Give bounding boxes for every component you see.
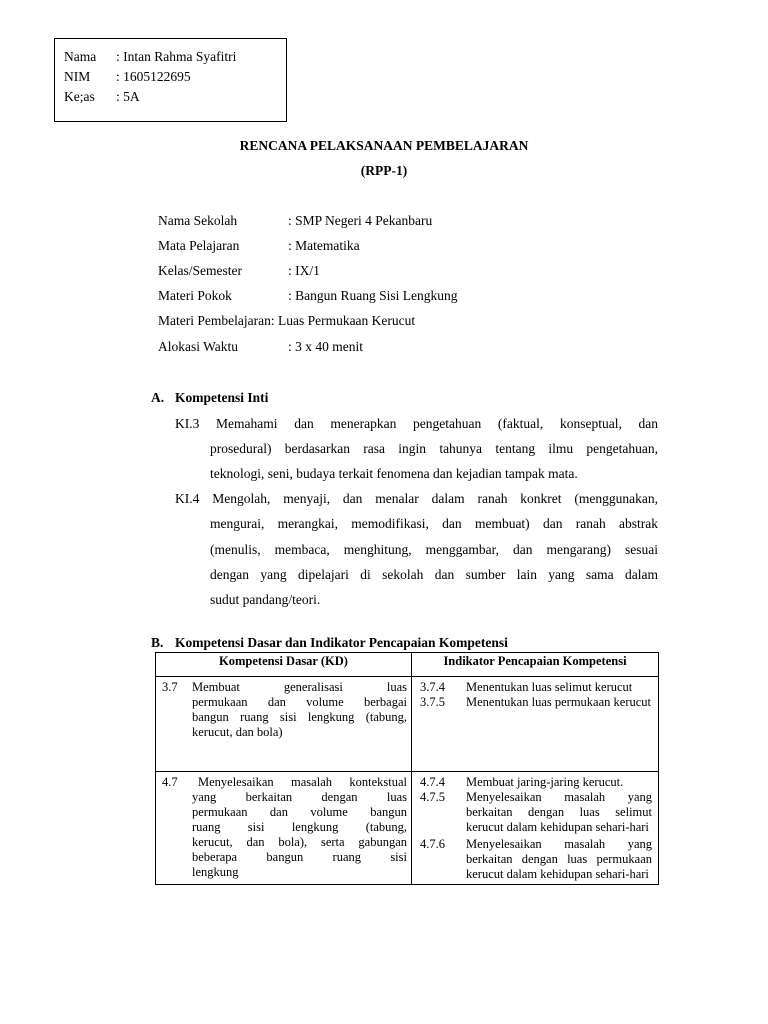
info-class-label: Kelas/Semester xyxy=(158,263,242,278)
table-header-kd: Kompetensi Dasar (KD) xyxy=(156,653,412,677)
student-class-label: Ke;as xyxy=(64,89,95,104)
document-subtitle: (RPP-1) xyxy=(360,163,408,178)
indicator-number: 4.7.5 xyxy=(420,790,445,804)
section-b-number: B. xyxy=(151,635,164,650)
kd-text-line: bangun ruang sisi lengkung (tabung, xyxy=(192,710,407,724)
kd-text-line: permukaan dan volume bangun xyxy=(192,805,407,819)
table-row xyxy=(156,677,659,772)
section-a-number: A. xyxy=(151,390,165,405)
info-topic-row xyxy=(158,288,458,304)
student-nim-row xyxy=(64,69,191,85)
ki4-line-5: sudut pandang/teori. xyxy=(210,592,321,607)
indicator-text: Menyelesaikan masalah yang berkaitan dengan luas selimut kerucut dalam kehidupan sehari-hari xyxy=(466,790,652,834)
student-name-row xyxy=(64,49,236,65)
student-nim-value: : 1605122695 xyxy=(116,69,191,84)
ki4-line-4: dengan yang dipelajari di sekolah dan sumber lain yang sama dalam xyxy=(210,567,658,582)
section-b-title: Kompetensi Dasar dan Indikator Pencapaian Kompetensi xyxy=(175,635,508,650)
info-subject-value: : Matematika xyxy=(288,238,360,253)
indicator-item xyxy=(420,680,652,695)
info-topic-label: Materi Pokok xyxy=(158,288,232,303)
info-lesson-row: Materi Pembelajaran: Luas Permukaan Kerucut xyxy=(158,313,416,328)
info-time-label: Alokasi Waktu xyxy=(158,339,239,354)
indicator-text: Menentukan luas permukaan kerucut xyxy=(466,695,652,709)
section-a-title: Kompetensi Inti xyxy=(175,390,269,405)
info-time-row xyxy=(158,339,363,355)
indicator-text: Menyelesaikan masalah yang berkaitan dengan luas permukaan kerucut dalam kehidupan sehari-hari xyxy=(466,837,652,881)
kd-cell-4-7 xyxy=(156,772,412,885)
ki3-line-2: prosedural) berdasarkan rasa ingin tahunya tentang ilmu pengetahuan, xyxy=(210,441,658,456)
info-school-row xyxy=(158,213,432,229)
ki4-line-2: mengurai, merangkai, memodifikasi, dan membuat) dan ranah abstrak xyxy=(210,516,658,531)
ki3-line-3: teknologi, seni, budaya terkait fenomena dan kejadian tampak mata. xyxy=(210,466,578,481)
ki3-line-1: KI.3 Memahami dan menerapkan pengetahuan (faktual, konseptual, dan xyxy=(175,416,658,431)
info-subject-row xyxy=(158,238,360,254)
indicator-cell-4-7 xyxy=(412,772,659,885)
ki4-line-3: (menulis, membaca, menghitung, menggambar, dan mengarang) sesuai xyxy=(210,542,658,557)
info-time-value: : 3 x 40 menit xyxy=(288,339,363,354)
student-class-value: : 5A xyxy=(116,89,140,104)
kd-number: 4.7 xyxy=(162,775,178,789)
student-identity-box xyxy=(54,38,287,122)
info-school-value: : SMP Negeri 4 Pekanbaru xyxy=(288,213,433,228)
ki4-line-1: KI.4 Mengolah, menyaji, dan menalar dalam ranah konkret (menggunakan, xyxy=(175,491,658,506)
indicator-number: 4.7.4 xyxy=(420,775,445,789)
info-class-row xyxy=(158,263,320,279)
student-name-value: : Intan Rahma Syafitri xyxy=(116,49,237,64)
kd-text-line: lengkung xyxy=(192,865,239,879)
indicator-text: Membuat jaring-jaring kerucut. xyxy=(466,775,624,789)
kd-text-line: ruang sisi lengkung (tabung, xyxy=(192,820,407,834)
student-class-row xyxy=(64,89,140,105)
kd-text-line: Membuat generalisasi luas xyxy=(192,680,407,694)
competency-table xyxy=(155,652,659,885)
kd-text-line: permukaan dan volume berbagai xyxy=(192,695,407,709)
kd-text-line: beberapa bangun ruang sisi xyxy=(192,850,407,864)
indicator-number: 3.7.4 xyxy=(420,680,445,694)
document-title: RENCANA PELAKSANAAN PEMBELAJARAN xyxy=(239,138,529,153)
section-a-heading xyxy=(151,390,268,406)
kd-text-line: kerucut, dan bola) xyxy=(192,725,283,739)
section-b-heading xyxy=(151,635,508,651)
info-subject-label: Mata Pelajaran xyxy=(158,238,240,253)
indicator-number: 4.7.6 xyxy=(420,837,445,851)
indicator-cell-3-7 xyxy=(412,677,659,772)
indicator-item xyxy=(420,695,652,710)
kd-number: 3.7 xyxy=(162,680,178,694)
info-school-label: Nama Sekolah xyxy=(158,213,238,228)
table-header-indicator: Indikator Pencapaian Kompetensi xyxy=(412,653,659,677)
kd-text-line: yang berkaitan dengan luas xyxy=(192,790,407,804)
indicator-number: 3.7.5 xyxy=(420,695,445,709)
kd-text-line: kerucut, dan bola), serta gabungan xyxy=(192,835,407,849)
table-row xyxy=(156,772,659,885)
indicator-text: Menentukan luas selimut kerucut xyxy=(466,680,633,694)
kd-cell-3-7 xyxy=(156,677,412,772)
student-nim-label: NIM xyxy=(64,69,91,84)
info-topic-value: : Bangun Ruang Sisi Lengkung xyxy=(288,288,458,303)
indicator-item xyxy=(420,790,652,835)
table-header-row xyxy=(156,653,659,677)
indicator-item xyxy=(420,837,652,882)
student-name-label: Nama xyxy=(64,49,97,64)
info-class-value: : IX/1 xyxy=(288,263,320,278)
kd-text-line: Menyelesaikan masalah kontekstual xyxy=(198,775,407,789)
indicator-item xyxy=(420,775,652,790)
